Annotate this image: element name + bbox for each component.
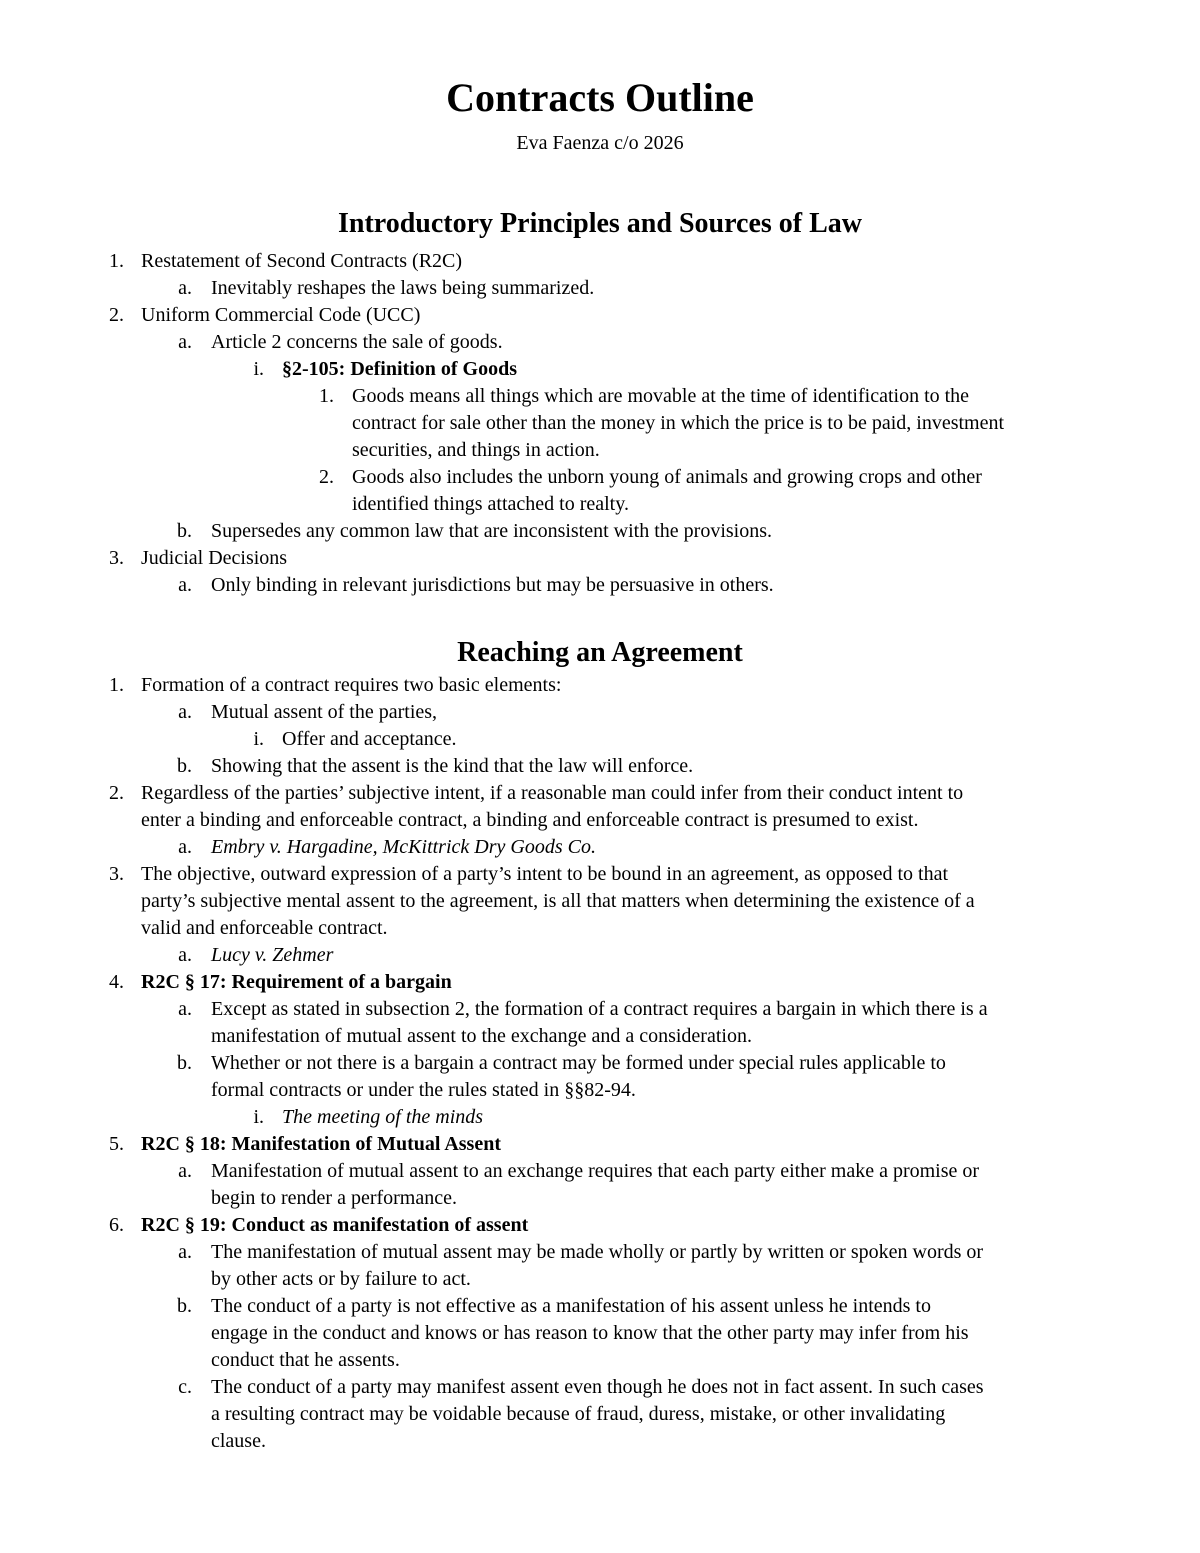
list-marker: a.	[178, 574, 192, 596]
list-item-text: R2C § 19: Conduct as manifestation of assent	[141, 1214, 529, 1236]
list-item-text: The meeting of the minds	[282, 1106, 484, 1128]
case-citation: Embry v. Hargadine, McKittrick Dry Goods Co.	[211, 836, 596, 858]
list-item-text: formal contracts or under the rules stated in §§82-94.	[211, 1079, 636, 1101]
list-item-text: a resulting contract may be voidable because of fraud, duress, mistake, or other invalidating	[211, 1403, 946, 1425]
list-item-text: Uniform Commercial Code (UCC)	[141, 304, 421, 326]
list-item-text: Manifestation of mutual assent to an exchange requires that each party either make a promise or	[211, 1160, 980, 1182]
list-marker: i.	[253, 728, 264, 750]
list-marker: c.	[178, 1376, 192, 1398]
list-marker: a.	[178, 1241, 192, 1263]
list-marker: b.	[177, 1052, 192, 1074]
list-marker: b.	[177, 520, 192, 542]
list-item-text: Goods also includes the unborn young of animals and growing crops and other	[352, 466, 982, 488]
list-item-text: enter a binding and enforceable contract, a binding and enforceable contract is presumed to exist.	[141, 809, 919, 831]
list-item-text: contract for sale other than the money in which the price is to be paid, investment	[352, 412, 1005, 434]
list-item-text: Offer and acceptance.	[282, 728, 457, 750]
list-marker: a.	[178, 944, 192, 966]
list-item-text: clause.	[211, 1430, 266, 1452]
list-item-text: party’s subjective mental assent to the agreement, is all that matters when determining the existence of a	[141, 890, 975, 912]
list-item-text: The conduct of a party is not effective as a manifestation of his assent unless he intends to	[211, 1295, 931, 1317]
list-marker: a.	[178, 998, 192, 1020]
list-item-text: identified things attached to realty.	[352, 493, 629, 515]
list-item-text: Restatement of Second Contracts (R2C)	[141, 250, 463, 272]
list-item-text: §2-105: Definition of Goods	[282, 358, 517, 380]
case-citation: Lucy v. Zehmer	[211, 944, 334, 966]
list-item-text: securities, and things in action.	[352, 439, 600, 461]
list-item-text: Whether or not there is a bargain a contract may be formed under special rules applicable to	[211, 1052, 946, 1074]
list-item-text: conduct that he assents.	[211, 1349, 400, 1371]
section-heading-agreement: Reaching an Agreement	[457, 637, 743, 668]
list-marker: 3.	[109, 547, 124, 569]
list-item-text: Regardless of the parties’ subjective intent, if a reasonable man could infer from their conduct intent to	[141, 782, 964, 804]
list-item-text: Formation of a contract requires two basic elements:	[141, 674, 562, 696]
list-marker: i.	[253, 1106, 264, 1128]
list-marker: i.	[253, 358, 264, 380]
list-item-text: manifestation of mutual assent to the exchange and a consideration.	[211, 1025, 752, 1047]
list-marker: 5.	[109, 1133, 124, 1155]
list-item-text: The conduct of a party may manifest assent even though he does not in fact assent. In such cases	[211, 1376, 984, 1398]
list-marker: 6.	[109, 1214, 124, 1236]
list-marker: 2.	[109, 782, 124, 804]
list-marker: 3.	[109, 863, 124, 885]
list-item-text: Judicial Decisions	[141, 547, 288, 569]
document-title: Contracts Outline	[446, 75, 754, 120]
list-marker: a.	[178, 1160, 192, 1182]
list-marker: 4.	[109, 971, 124, 993]
list-item-text: R2C § 17: Requirement of a bargain	[141, 971, 452, 993]
list-item-text: Goods means all things which are movable at the time of identification to the	[352, 385, 970, 407]
list-item-text: valid and enforceable contract.	[141, 917, 388, 939]
list-marker: 1.	[109, 250, 124, 272]
list-item-text: begin to render a performance.	[211, 1187, 457, 1209]
list-item-text: Showing that the assent is the kind that the law will enforce.	[211, 755, 694, 777]
list-item-text: Only binding in relevant jurisdictions but may be persuasive in others.	[211, 574, 774, 596]
list-marker: 2.	[109, 304, 124, 326]
list-marker: a.	[178, 277, 192, 299]
list-item-text: R2C § 18: Manifestation of Mutual Assent	[141, 1133, 501, 1155]
document-author: Eva Faenza c/o 2026	[516, 132, 684, 154]
list-marker: a.	[178, 701, 192, 723]
list-item-text: engage in the conduct and knows or has reason to know that the other party may infer from his	[211, 1322, 969, 1344]
list-item-text: by other acts or by failure to act.	[211, 1268, 471, 1290]
list-item-text: The objective, outward expression of a party’s intent to be bound in an agreement, as opposed to that	[141, 863, 949, 885]
list-item-text: Mutual assent of the parties,	[211, 701, 438, 723]
list-marker: 1.	[319, 385, 334, 407]
list-marker: a.	[178, 836, 192, 858]
section-heading-introductory: Introductory Principles and Sources of Law	[338, 208, 862, 239]
list-item-text: Supersedes any common law that are inconsistent with the provisions.	[211, 520, 773, 542]
list-marker: b.	[177, 1295, 192, 1317]
list-marker: b.	[177, 755, 192, 777]
list-item-text: The manifestation of mutual assent may be made wholly or partly by written or spoken words or	[211, 1241, 984, 1263]
list-item-text: Except as stated in subsection 2, the formation of a contract requires a bargain in which there is a	[211, 998, 988, 1020]
list-item-text: Inevitably reshapes the laws being summarized.	[211, 277, 595, 299]
list-item-text: Article 2 concerns the sale of goods.	[211, 331, 503, 353]
list-marker: a.	[178, 331, 192, 353]
list-marker: 2.	[319, 466, 334, 488]
list-marker: 1.	[109, 674, 124, 696]
